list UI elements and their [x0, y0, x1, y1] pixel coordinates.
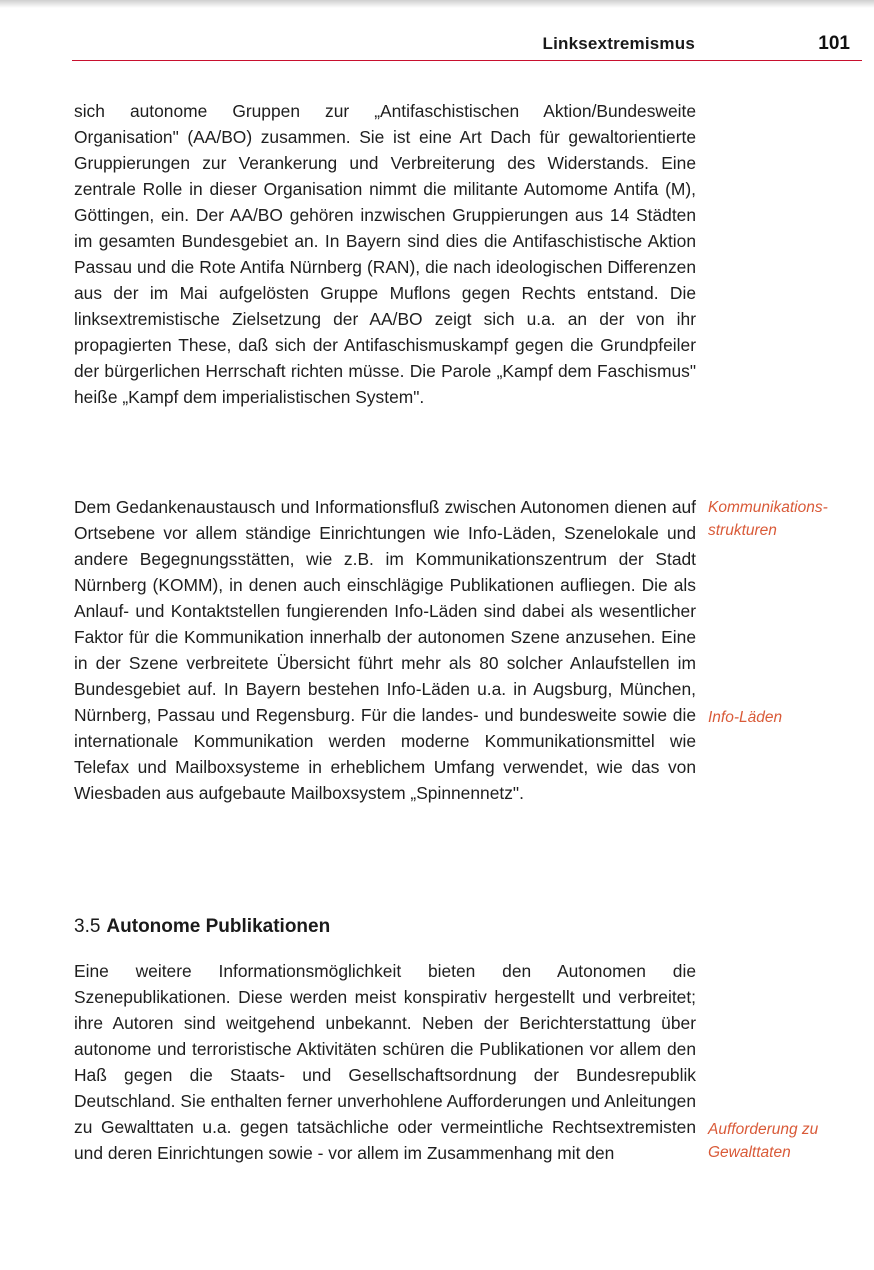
paragraph-kommunikation: Dem Gedankenaustausch und Informationsfluß zwischen Autonomen dienen auf Ortsebene vor allem ständige Einrichtungen wie Info-Läden, Szenelokale und andere Begegnungsstätten, wie z.B. im Kommunikationszentrum der Stadt Nürnberg (KOMM), in denen auch einschlägige Publikationen aufliegen. Die als Anlauf- und Kontaktstellen fungierenden Info-Läden sind dabei als wesentlicher Faktor für die Kommunikation innerhalb der autonomen Szene anzusehen. Eine in der Szene verbreitete Übersicht führt mehr als 80 solcher Anlaufstellen im Bundesgebiet auf. In Bayern bestehen Info-Läden u.a. in Augsburg, München, Nürnberg, Passau und Regensburg. Für die landes- und bundesweite sowie die internationale Kommunikation werden moderne Kommunikationsmittel wie Telefax und Mailboxsysteme in erheblichem Umfang verwendet, wie das von Wiesbaden aus aufgebaute Mailboxsystem „Spinnennetz".	[74, 497, 696, 803]
section-heading	[74, 914, 330, 940]
header-divider	[72, 60, 862, 61]
section-number: 3.5	[74, 916, 101, 937]
page-number: 101	[818, 33, 850, 54]
section-title: Autonome Publikationen	[106, 916, 331, 937]
paragraph-publikationen: Eine weitere Informationsmöglichkeit bieten den Autonomen die Szenepublikationen. Diese werden meist konspirativ hergestellt und verbreitet; ihre Autoren sind weitgehend unbekannt. Neben der Berichterstattung über autonome und terroristische Aktivitäten schüren die Publikationen vor allem den Haß gegen die Staats- und Gesellschaftsordnung der Bundesrepublik Deutschland. Sie enthalten ferner unverhohlene Aufforderungen und Anleitungen zu Gewalttaten u.a. gegen tatsächliche oder vermeintliche Rechtsextremisten und deren Einrichtungen sowie - vor allem im Zusammenhang mit den	[74, 961, 696, 1163]
margin-note-kommunikationsstrukturen: Kommunikations-strukturen	[708, 499, 828, 539]
margin-note-info-laeden: Info-Läden	[708, 709, 783, 726]
running-header-title: Linksextremismus	[542, 34, 695, 53]
scan-top-shadow	[0, 0, 874, 8]
margin-note-aufforderung: Aufforderung zu Gewalttaten	[708, 1121, 819, 1161]
paragraph-aabo: sich autonome Gruppen zur „Antifaschistischen Aktion/Bundesweite Organisation" (AA/BO) zusammen. Sie ist eine Art Dach für gewaltorientierte Gruppierungen zur Verankerung und Verbreiterung des Widerstands. Eine zentrale Rolle in dieser Organisation nimmt die militante Automome Antifa (M), Göttingen, ein. Der AA/BO gehören inzwischen Gruppierungen aus 14 Städten im gesamten Bundesgebiet an. In Bayern sind dies die Antifaschistische Aktion Passau und die Rote Antifa Nürnberg (RAN), die nach ideologischen Differenzen aus der im Mai aufgelösten Gruppe Muflons gegen Rechts entstand. Die linksextremistische Zielsetzung der AA/BO zeigt sich u.a. an der von ihr propagierten These, daß sich der Antifaschismuskampf gegen die Grundpfeiler der bürgerlichen Herrschaft richten müsse. Die Parole „Kampf dem Faschismus" heiße „Kampf dem imperialistischen System".	[74, 101, 696, 407]
